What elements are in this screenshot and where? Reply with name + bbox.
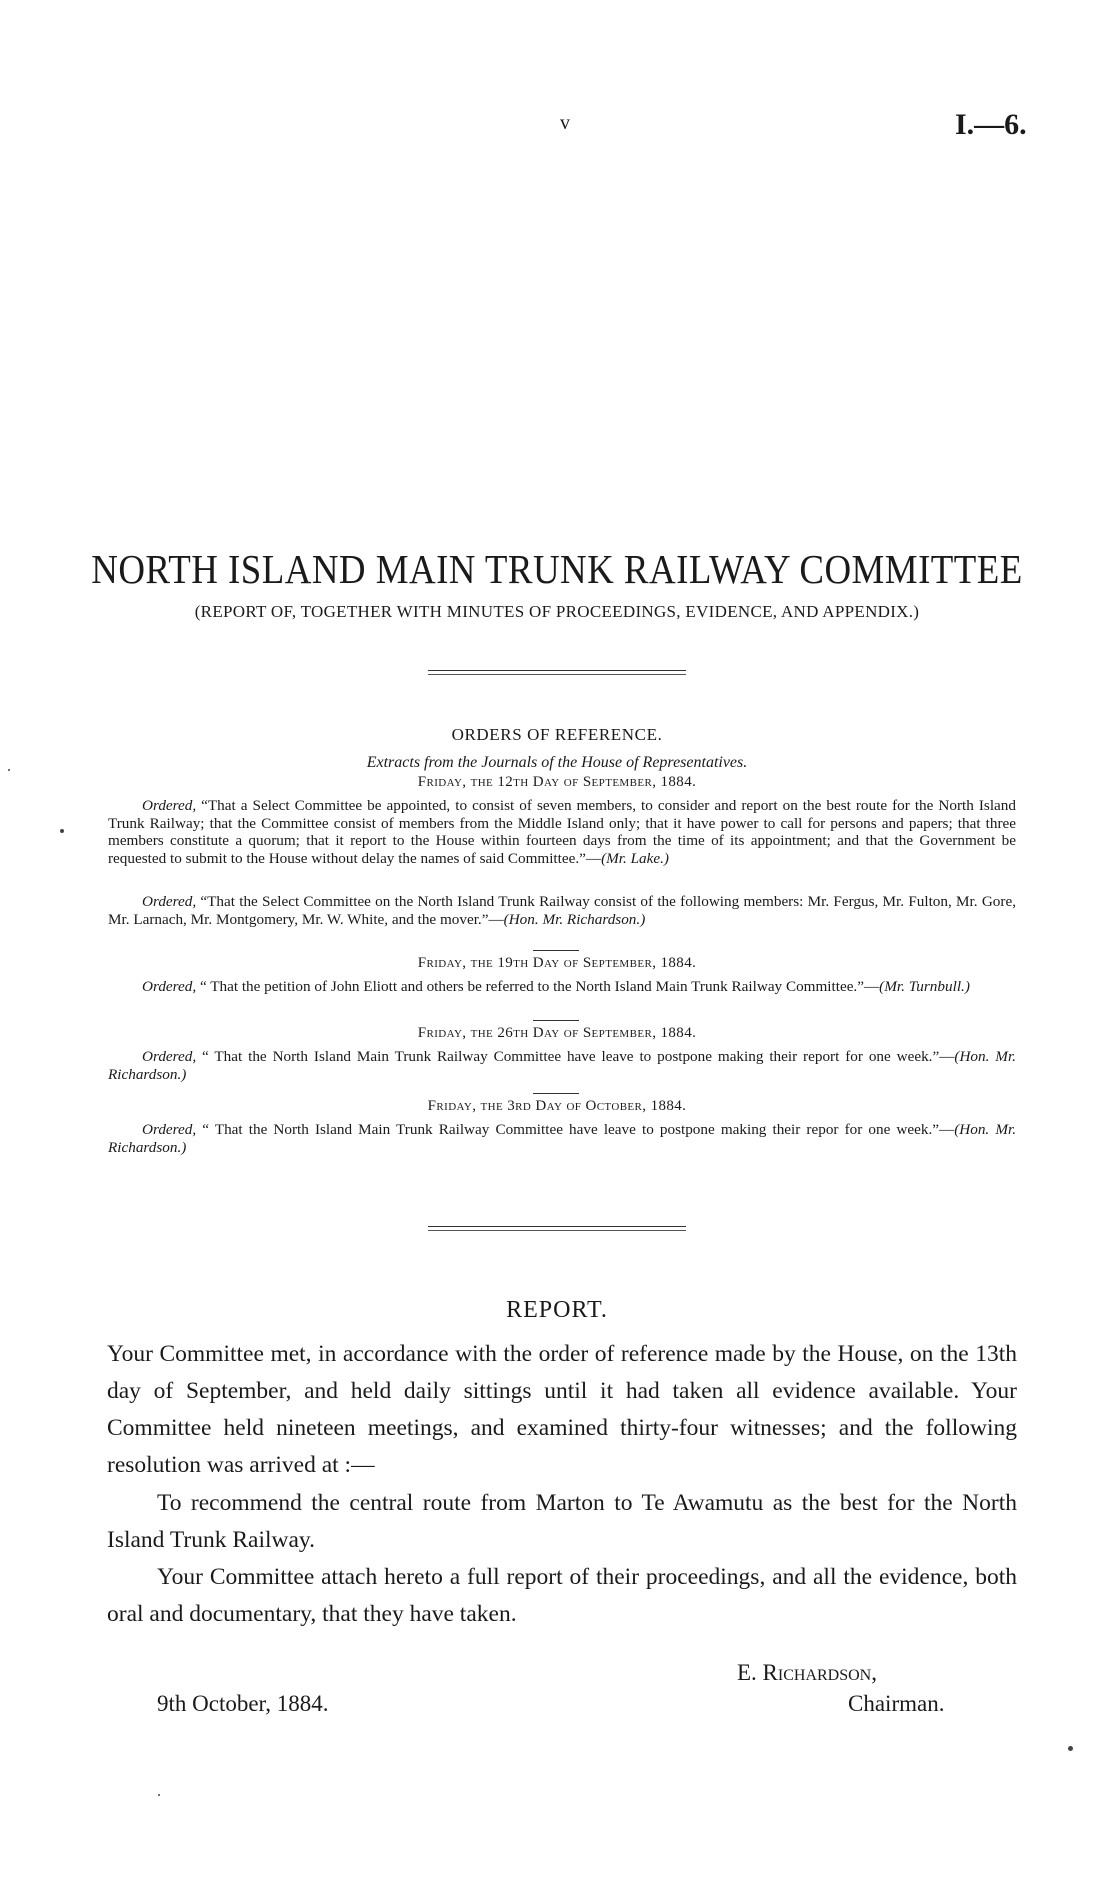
ordered-label: Ordered, (142, 797, 197, 814)
page-number-roman: v (560, 112, 570, 134)
order-mover: (Mr. Lake.) (601, 849, 669, 867)
ordered-label: Ordered, (142, 893, 197, 910)
title-divider (428, 670, 686, 675)
report-date: 9th October, 1884. (157, 1691, 329, 1716)
order-mover: (Hon. Mr. Richardson.) (503, 910, 646, 928)
scan-speck (1068, 1746, 1073, 1751)
orders-end-divider (428, 1226, 686, 1231)
scan-speck (60, 829, 64, 833)
ordered-label: Ordered, (142, 1048, 197, 1065)
order-text: “ That the petition of John Eliott and others be referred to the North Island Main Trunk Railway Committee.”— (196, 978, 880, 995)
order-date: Friday, the 3rd Day of October, 1884. (427, 1098, 687, 1114)
orders-heading: ORDERS OF REFERENCE. (451, 725, 663, 744)
signature-name: E. Richardson, (737, 1660, 877, 1685)
orders-subheading: Extracts from the Journals of the House of Representatives. (366, 754, 748, 771)
order-mover: (Mr. Turnbull.) (879, 978, 970, 995)
section-divider (533, 1020, 579, 1021)
order-date: Friday, the 26th Day of September, 1884. (417, 1025, 697, 1041)
order-paragraph (108, 978, 1016, 996)
order-paragraph (108, 1121, 1016, 1156)
scan-speck (158, 1794, 160, 1796)
signature-title: Chairman. (848, 1691, 945, 1716)
section-divider (533, 950, 579, 951)
order-paragraph (108, 797, 1016, 867)
order-mover: (Hon. Mr. Richardson.) (108, 1121, 1016, 1156)
document-code: I.—6. (955, 108, 1027, 141)
order-mover: (Hon. Mr. Richardson.) (108, 1048, 1016, 1083)
document-title: NORTH ISLAND MAIN TRUNK RAILWAY COMMITTEE (91, 546, 1023, 592)
document-subtitle: (REPORT OF, TOGETHER WITH MINUTES OF PROCEEDINGS, EVIDENCE, AND APPENDIX.) (194, 602, 920, 621)
order-date: Friday, the 12th Day of September, 1884. (417, 774, 697, 790)
ordered-label: Ordered, (142, 978, 197, 995)
order-date: Friday, the 19th Day of September, 1884. (417, 955, 697, 971)
order-text: “That the Select Committee on the North Island Trunk Railway consist of the following members: Mr. Fergus, Mr. Fulton, Mr. Gore, Mr. Larnach, Mr. Montgomery, Mr. W. White, and the mover.”— (108, 893, 1016, 928)
scan-speck (8, 769, 10, 771)
report-heading: REPORT. (506, 1297, 608, 1323)
report-resolution: To recommend the central route from Marton to Te Awamutu as the best for the North Island Trunk Railway. (107, 1490, 1017, 1553)
report-paragraph: Your Committee attach hereto a full report of their proceedings, and all the evidence, both oral and documentary, that they have taken. (107, 1564, 1017, 1627)
section-divider (533, 1093, 579, 1094)
order-text: “That a Select Committee be appointed, to consist of seven members, to consider and report on the best route for the North Island Trunk Railway; that the Committee consist of members from the Middle Island only; that it have power to call for persons and papers; that three members constitute a quorum; that it report to the House within fourteen days from the time of its appointment; and that the Government be requested to submit to the House without delay the names of said Committee.”— (108, 797, 1016, 867)
ordered-label: Ordered, (142, 1121, 197, 1138)
order-paragraph (108, 893, 1016, 928)
order-text: “ That the North Island Main Trunk Railway Committee have leave to postpone making their repor for one week.”— (196, 1121, 955, 1138)
report-paragraph: Your Committee met, in accordance with the order of reference made by the House, on the 13th day of September, and held daily sittings until it had taken all evidence available. Your Committee held nineteen meetings, and examined thirty-four witnesses; and the following resolution was arrived at :— (107, 1341, 1017, 1478)
order-text: “ That the North Island Main Trunk Railway Committee have leave to postpone making their report for one week.”— (196, 1048, 955, 1065)
order-paragraph (108, 1048, 1016, 1083)
